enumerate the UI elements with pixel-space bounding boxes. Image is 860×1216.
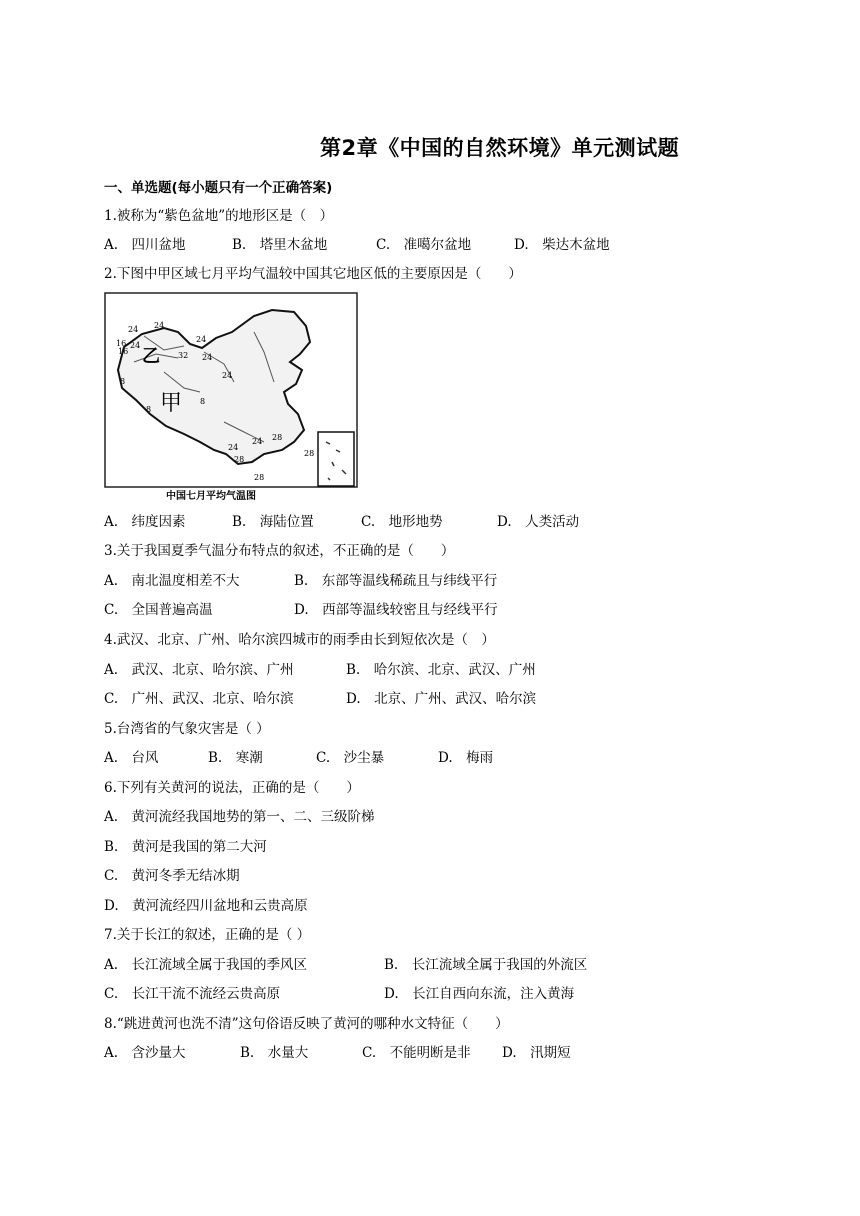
question-1-option-b: B. 塔里木盆地 [232,237,328,253]
question-8-stem: 8.“跳进黄河也洗不清”这句俗语反映了黄河的哪种水文特征（ ） [104,1016,509,1032]
question-2-option-d: D. 人类活动 [497,514,580,530]
question-4-option-b: B. 哈尔滨、北京、武汉、广州 [346,662,536,678]
question-5-option-d: D. 梅雨 [438,750,494,766]
question-1-option-d: D. 柴达木盆地 [514,237,610,253]
question-6-option-c: C. 黄河冬季无结冰期 [104,868,240,884]
temperature-map [104,292,358,502]
isotherm-label: 24 [196,335,207,344]
isotherm-label: 8 [200,397,206,406]
question-1-option-c: C. 准噶尔盆地 [376,237,472,253]
isotherm-label: 28 [254,473,265,482]
isotherm-label: 24 [228,443,239,452]
isotherm-label: 28 [234,455,245,464]
question-1-option-a: A. 四川盆地 [104,237,186,253]
isotherm-label: 8 [146,405,152,414]
question-5-option-b: B. 寒潮 [208,750,263,766]
question-6-stem: 6.下列有关黄河的说法，正确的是（ ） [104,780,360,796]
isotherm-label: 32 [178,351,189,360]
question-8-option-c: C. 不能明断是非 [362,1045,471,1061]
question-5-stem: 5.台湾省的气象灾害是（ ） [104,721,270,737]
question-4-option-a: A. 武汉、北京、哈尔滨、广州 [104,662,294,678]
map-caption: 中国七月平均气温图 [166,491,256,502]
question-3-option-d: D. 西部等温线较密且与经线平行 [294,602,498,618]
isotherm-label: 24 [128,325,139,334]
question-5-option-a: A. 台风 [104,750,159,766]
isotherm-label: 28 [272,433,283,442]
question-8-option-d: D. 汛期短 [502,1045,571,1061]
question-4-stem: 4.武汉、北京、广州、哈尔滨四城市的雨季由长到短依次是（ ） [104,632,495,648]
isotherm-label: 16 [118,347,129,356]
question-6-option-a: A. 黄河流经我国地势的第一、二、三级阶梯 [104,809,375,825]
question-2-option-b: B. 海陆位置 [232,514,314,530]
question-3-option-b: B. 东部等温线稀疏且与纬线平行 [294,573,498,589]
question-5-option-c: C. 沙尘暴 [316,750,385,766]
question-7-stem: 7.关于长江的叙述，正确的是（ ） [104,927,311,943]
question-3-stem: 3.关于我国夏季气温分布特点的叙述，不正确的是（ ） [104,543,455,559]
question-1-stem: 1.被称为“紫色盆地”的地形区是（ ） [104,208,334,224]
question-7-option-d: D. 长江自西向东流，注入黄海 [384,986,575,1002]
page-title: 第2章《中国的自然环境》单元测试题 [320,136,680,160]
isotherm-label: 16 [116,339,127,348]
question-2-option-a: A. 纬度因素 [104,514,186,530]
question-7-option-c: C. 长江干流不流经云贵高原 [104,986,281,1002]
isotherm-label: 24 [130,341,141,350]
question-4-option-d: D. 北京、广州、武汉、哈尔滨 [346,691,537,707]
question-3-option-a: A. 南北温度相差不大 [104,573,240,589]
question-2-stem: 2.下图中甲区域七月平均气温较中国其它地区低的主要原因是（ ） [104,266,522,282]
question-7-option-a: A. 长江流域全属于我国的季风区 [104,957,308,973]
question-6-option-d: D. 黄河流经四川盆地和云贵高原 [104,898,308,914]
china-map-figure [104,292,358,502]
question-3-option-c: C. 全国普遍高温 [104,602,213,618]
question-8-option-b: B. 水量大 [240,1045,309,1061]
isotherm-label: 24 [222,371,233,380]
isotherm-label: 24 [252,437,263,446]
question-8-option-a: A. 含沙量大 [104,1045,186,1061]
question-6-option-b: B. 黄河是我国的第二大河 [104,839,267,855]
question-7-option-b: B. 长江流域全属于我国的外流区 [384,957,588,973]
isotherm-label: 28 [304,449,315,458]
isotherm-label: 24 [202,353,213,362]
region-label-yi: 乙 [142,346,160,367]
question-2-option-c: C. 地形地势 [361,514,443,530]
section-heading: 一、单选题(每小题只有一个正确答案) [104,180,333,196]
region-label-jia: 甲 [160,391,183,416]
question-4-option-c: C. 广州、武汉、北京、哈尔滨 [104,691,294,707]
isotherm-label: 8 [120,377,126,386]
isotherm-label: 24 [154,321,165,330]
